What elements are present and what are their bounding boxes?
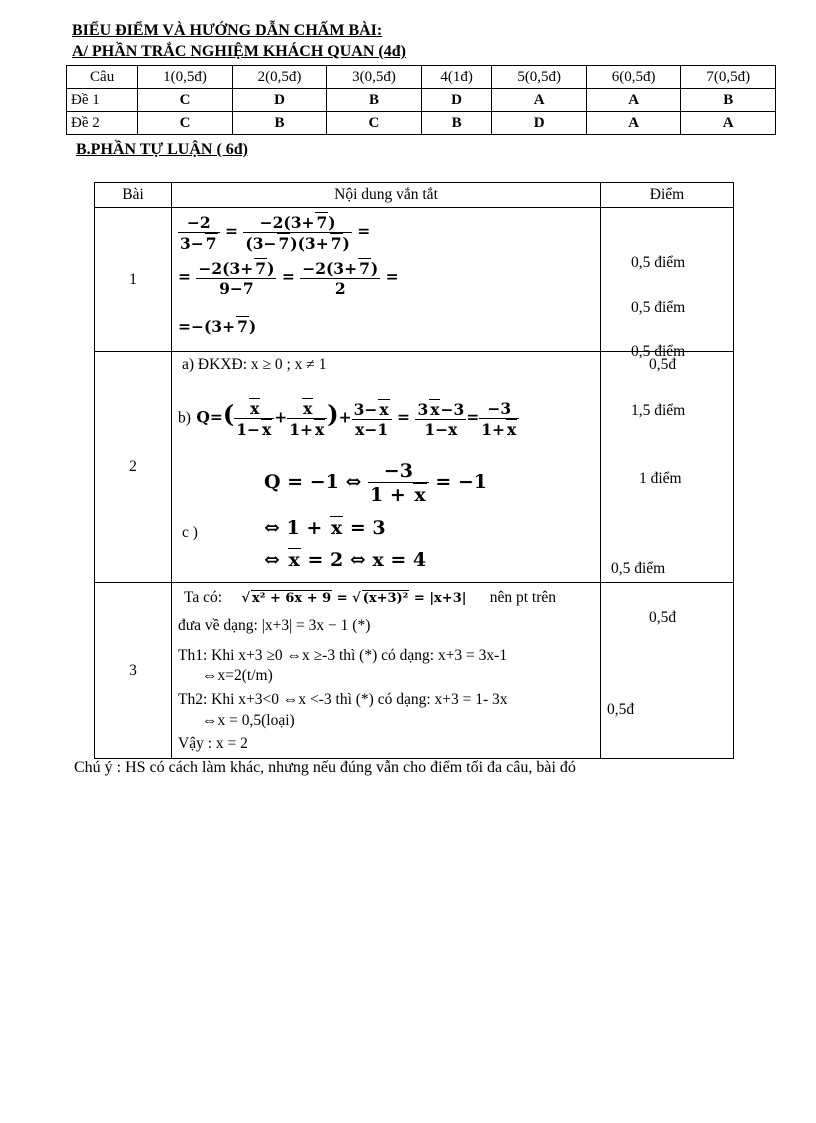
section-b-heading: B.PHẦN TỰ LUẬN ( 6đ)	[76, 141, 249, 158]
expression: =−(3+	[178, 317, 236, 336]
answer-cell: A	[492, 89, 586, 112]
radicand: (x+3)²	[362, 591, 409, 606]
score: 1 điểm	[639, 470, 682, 487]
radicand: 7	[330, 234, 342, 253]
score: 0,5 điểm	[631, 299, 686, 316]
page-title: BIỂU ĐIỂM VÀ HƯỚNG DẪN CHẤM BÀI:	[72, 22, 383, 39]
q2-step-c2: ⇔ x = 2 ⇔ x = 4	[264, 549, 427, 571]
text: nên pt trên	[489, 589, 557, 606]
table-row	[67, 112, 776, 135]
radicand: x² + 6x + 9	[252, 591, 332, 606]
solution-cell	[172, 208, 601, 352]
q3-line-3: Th1: Khi x+3 ≥0 ⇔x ≥-3 thì (*) có dạng: x+3 = 3x-1	[178, 647, 508, 664]
q2-step-c1	[264, 516, 386, 539]
q3-line-6: ⇔x = 0,5(loại)	[202, 712, 295, 729]
header-cell: 2(0,5đ)	[232, 66, 326, 89]
expression: = 2 ⇔ x = 4	[307, 549, 427, 571]
score: 0,5 điểm	[631, 254, 686, 271]
q1-step-1: $\frac{-2}{3- 7}$ = $\frac{-2(3+ 7)}{(3- 7)(3+ 7)}$ =	[180, 212, 371, 253]
solution-cell	[172, 583, 601, 759]
header-cell: 7(0,5đ)	[681, 66, 776, 89]
answer-cell: D	[421, 89, 492, 112]
part-label: b)	[178, 409, 191, 427]
radicand: 7	[359, 259, 370, 278]
radicand: x	[303, 399, 313, 418]
score: 0,5đ	[607, 701, 635, 718]
table-row	[95, 583, 734, 759]
score-cell	[601, 352, 734, 583]
radicand: 7	[255, 259, 267, 278]
expression: ⇔ 1 +	[264, 517, 323, 539]
q3-line-2: đưa về dạng: |x+3| = 3x − 1 (*)	[178, 617, 371, 634]
score: 0,5đ	[649, 609, 677, 626]
answer-cell: A	[586, 89, 680, 112]
text: Ta có:	[184, 589, 223, 606]
header-cell: 1(0,5đ)	[138, 66, 232, 89]
score: 0,5đ	[649, 356, 677, 373]
q3-line-7: Vậy : x = 2	[178, 735, 248, 752]
answer-cell: A	[681, 112, 776, 135]
radicand: x	[507, 419, 517, 439]
score: 0,5 điểm	[631, 343, 686, 360]
answer-cell: C	[138, 112, 232, 135]
radicand: 7	[205, 233, 217, 253]
q2-equation: Q = −1 ⇔ $\frac{-3}{1 + x}$ = −1	[264, 460, 487, 506]
multiple-choice-table	[66, 65, 776, 135]
answer-cell: D	[492, 112, 586, 135]
expression: = |x+3|	[413, 591, 467, 606]
numerator: −2(3+	[198, 259, 254, 278]
question-number: 3	[95, 583, 172, 759]
table-row	[95, 208, 734, 352]
radicand: x	[261, 420, 272, 439]
answer-cell: D	[232, 89, 326, 112]
q3-line-4: ⇔x=2(t/m)	[202, 667, 273, 684]
numerator: −2	[178, 213, 220, 233]
answer-cell: B	[327, 89, 421, 112]
score-cell	[601, 583, 734, 759]
row-label: Đề 2	[67, 112, 138, 135]
q1-step-2: = $\frac{-2(3+ 7)}{9-7}$ = $\frac{-2(3+ 7)}{2}$ =	[178, 259, 399, 298]
q2-part-c-label: c )	[182, 524, 198, 541]
answer-cell: B	[232, 112, 326, 135]
table-row	[95, 352, 734, 583]
radicand: x	[315, 420, 325, 439]
radicand: 7	[237, 317, 248, 336]
denominator: 3−	[180, 233, 204, 253]
radicand: x	[250, 399, 260, 418]
header-cell: 4(1đ)	[421, 66, 492, 89]
score: 1,5 điểm	[631, 402, 686, 419]
answer-cell: A	[586, 112, 680, 135]
variable: Q	[196, 407, 210, 427]
radicand: 7	[316, 213, 328, 232]
question-number: 2	[95, 352, 172, 583]
numerator: −2(3+	[302, 259, 358, 278]
header-cell: Bài	[95, 183, 172, 208]
question-number: 1	[95, 208, 172, 352]
header-cell: Câu	[67, 66, 138, 89]
radicand: x	[330, 517, 343, 539]
q1-step-3: =−(3+ 7)	[178, 317, 257, 336]
answer-cell: C	[138, 89, 232, 112]
row-label: Đề 1	[67, 89, 138, 112]
expression: Q = −1 ⇔	[264, 471, 362, 493]
score-cell	[601, 208, 734, 360]
answer-cell: B	[681, 89, 776, 112]
denominator: 2	[334, 279, 346, 298]
radicand: x	[414, 484, 426, 506]
q2-part-b: b) Q=( $\frac{x}{1- x}$ + $\frac{x}{1+ x}$ )+ $\frac{3- x}{x-1}$ = $\frac{3 x-3}{1-x}$ = $\frac{-3}{1+ x}$	[178, 398, 519, 439]
header-cell: 5(0,5đ)	[492, 66, 586, 89]
answer-cell: B	[421, 112, 492, 135]
denominator: (3−	[245, 234, 277, 253]
footnote: Chú ý : HS có cách làm khác, nhưng nếu đúng vẫn cho điểm tối đa câu, bài đó	[74, 759, 576, 776]
table-header-row	[67, 66, 776, 89]
header-cell: Điểm	[601, 183, 734, 208]
q3-line-1: Ta có: √ x² + 6x + 9 = √ (x+3)² = |x+3| nên pt trên	[184, 589, 557, 606]
table-header-row	[95, 183, 734, 208]
expression: = 3	[349, 517, 386, 539]
score: 0,5 điểm	[611, 560, 666, 577]
denominator: 9−7	[219, 279, 254, 298]
header-cell: Nội dung vắn tắt	[172, 183, 601, 208]
radicand: x	[288, 549, 300, 571]
section-a-heading: A/ PHẦN TRẮC NGHIỆM KHÁCH QUAN (4đ)	[72, 43, 406, 60]
q3-line-5: Th2: Khi x+3<0 ⇔x <-3 thì (*) có dạng: x+3 = 1- 3x	[178, 691, 508, 708]
radicand: x	[379, 399, 389, 419]
radicand: x	[430, 399, 440, 419]
answer-cell: C	[327, 112, 421, 135]
numerator: −2(3+	[259, 213, 315, 232]
radicand: 7	[278, 234, 290, 253]
header-cell: 3(0,5đ)	[327, 66, 421, 89]
q2-part-a: a) ĐKXĐ: x ≥ 0 ; x ≠ 1	[182, 356, 327, 373]
essay-table	[94, 182, 734, 759]
solution-cell	[172, 352, 601, 583]
table-row	[67, 89, 776, 112]
header-cell: 6(0,5đ)	[586, 66, 680, 89]
